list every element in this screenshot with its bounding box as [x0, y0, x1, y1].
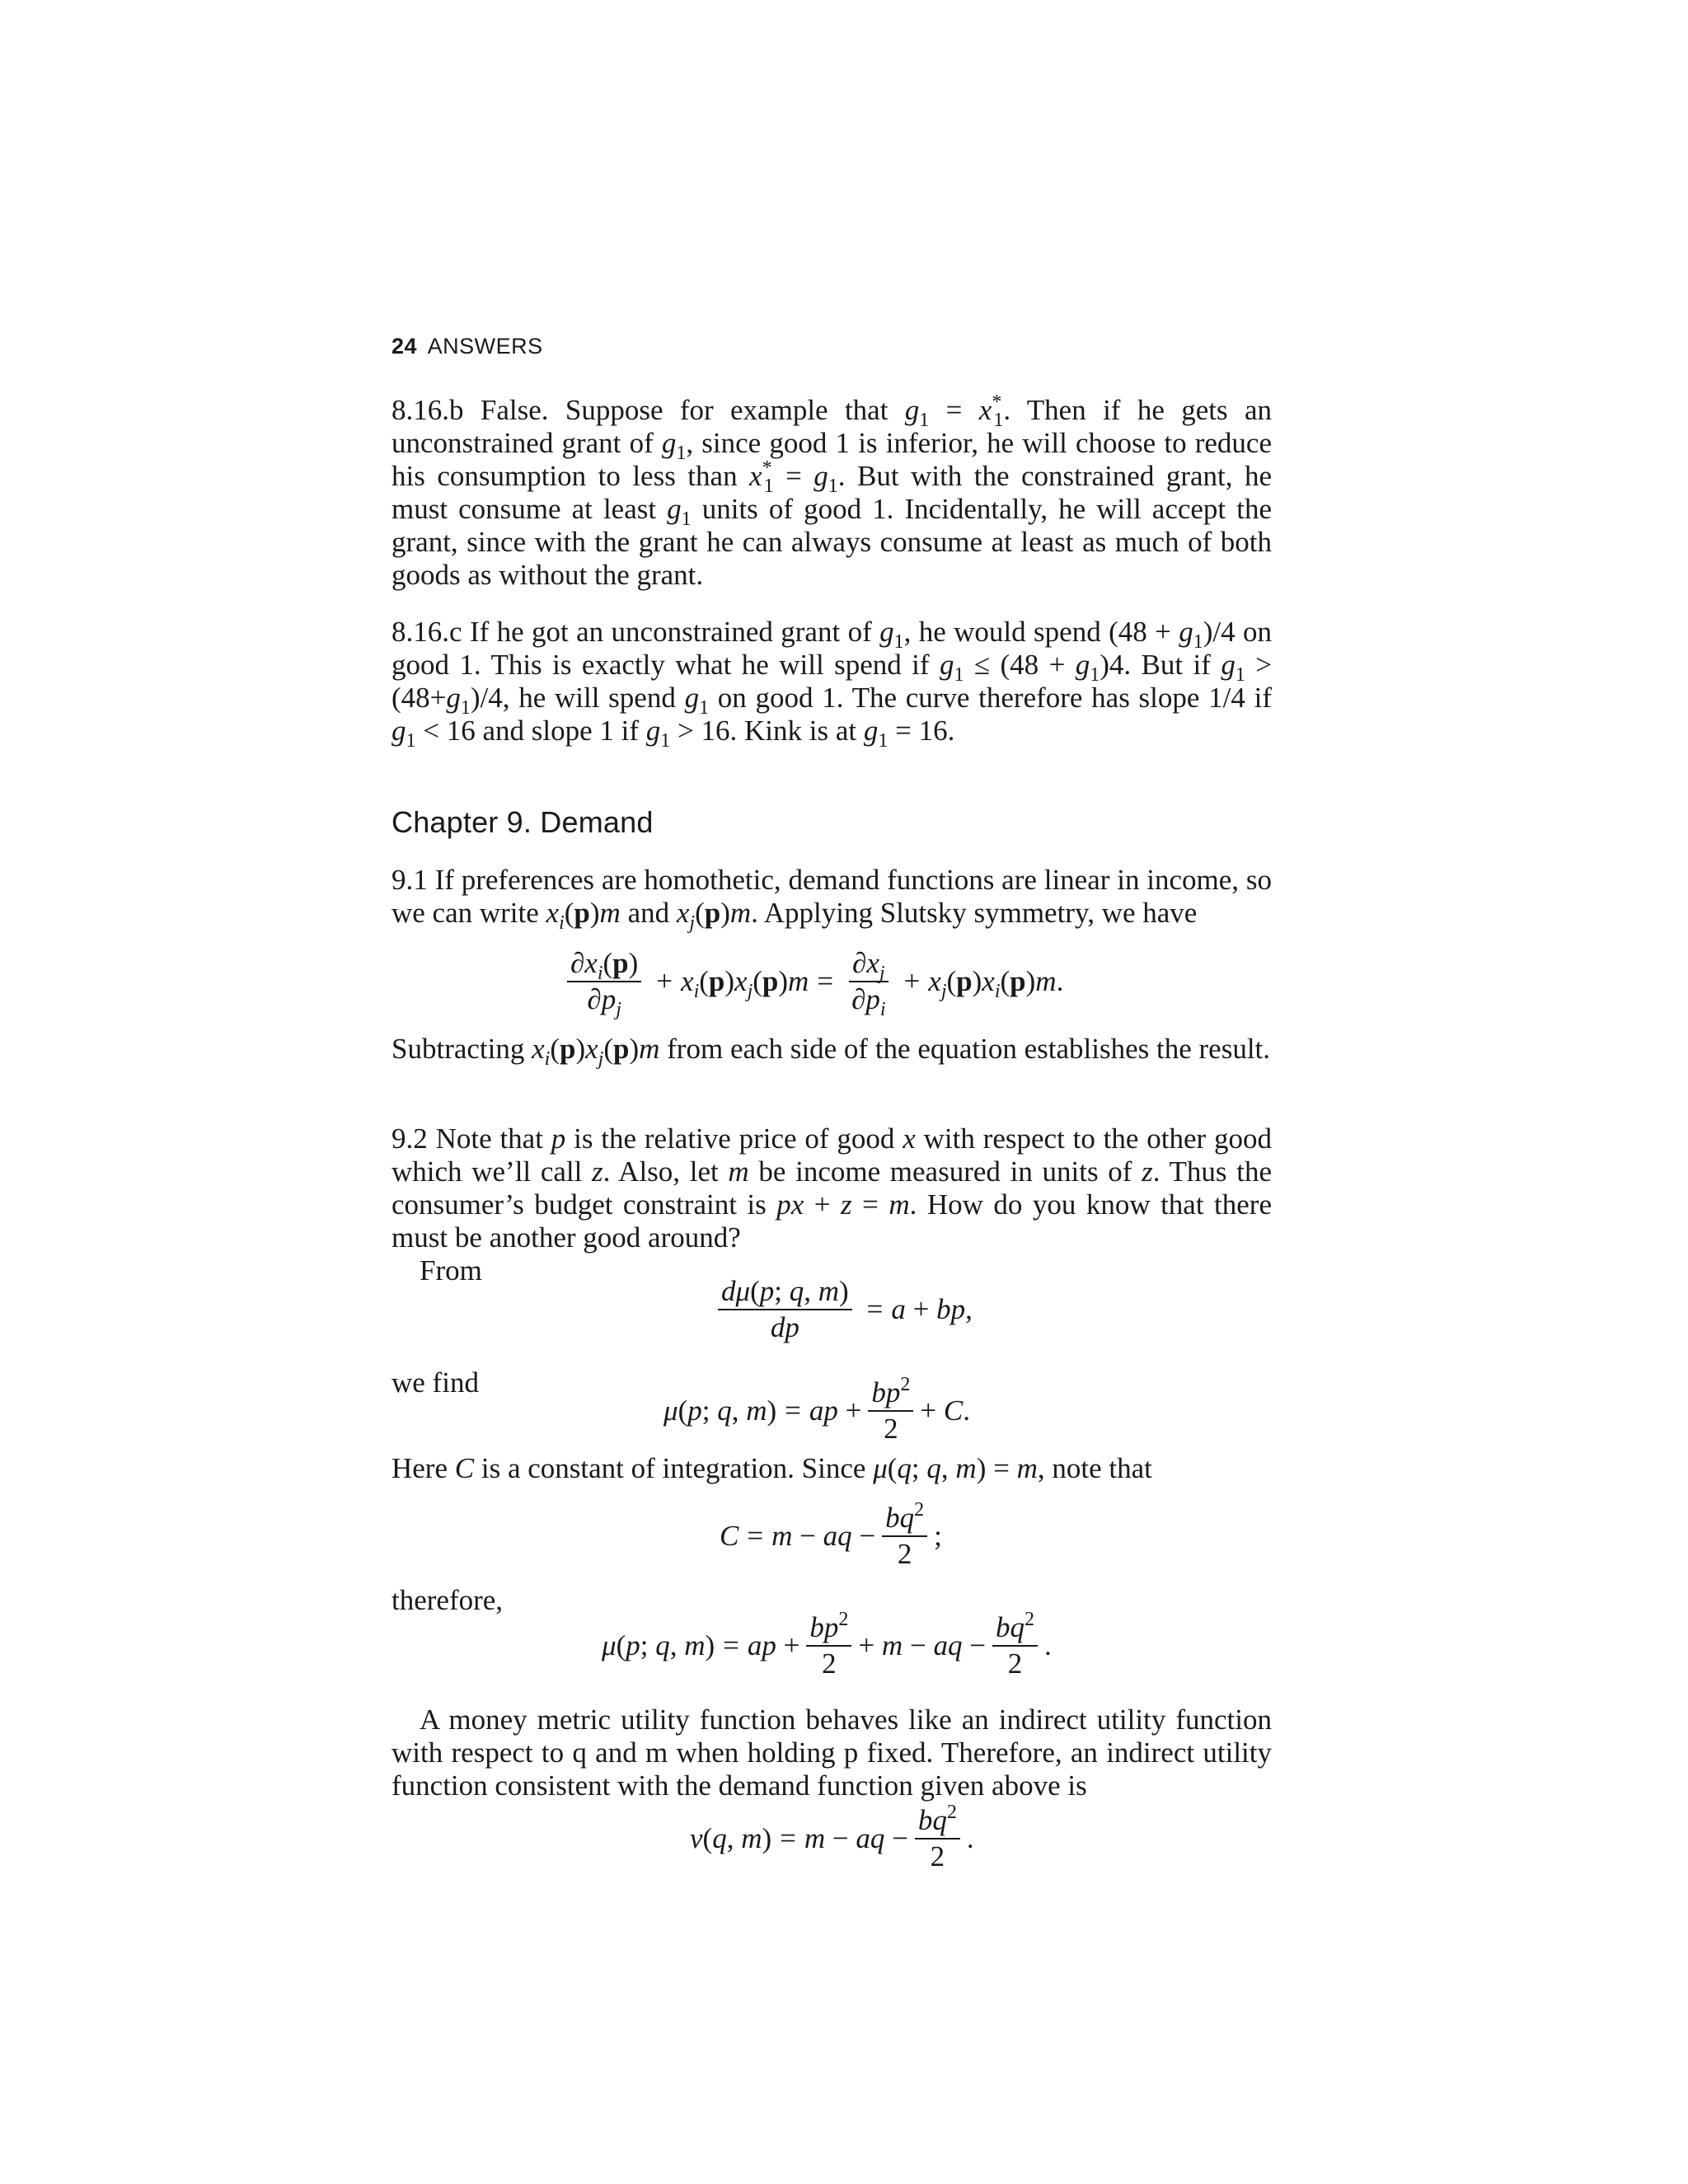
equation-mu: μ(p; q, m) = ap + $\frac{bp^2}{2}$ + C.	[663, 1374, 971, 1445]
from-label: From	[420, 1254, 482, 1286]
we-find-label: we find	[392, 1366, 479, 1399]
equation-mu-full: μ(p; q, m) = ap + $\frac{bp^2}{2}$ + m − aq − $\frac{bq^2}{2}$ .	[602, 1609, 1052, 1680]
chapter-heading: Chapter 9. Demand	[392, 805, 654, 839]
answer-9-1: 9.1 If preferences are homothetic, demand functions are linear in income, so we can write $x_i(p)m$ and $x_j(p)m$. Applying Slutsky symmetry, we have	[392, 864, 1273, 934]
answer-8-16-c: 8.16.c If he got an unconstrained grant of $g_1$, he would spend $(48 + g_1)/4$ on good 1. This is exactly what he will spend if $g_1 \le (48 + g_1)4$. But if $g_1 > (48+g_1)/4$, he will spend $g_1$ on good 1. The curve therefore has slope 1/4 if $g_1 < 16$ and slope 1 if $g_1 > 16$. Kink is at $g_1 = 16$.	[392, 616, 1272, 752]
equation-slutsky: $\frac{\partial x_i(p)}{\partial p_j}$ + $x_i(p)x_j(p)m$ = $\frac{\partial x_j}{\partial p_i}$ + $x_j(p)x_i(p)m$.	[560, 948, 1063, 1015]
equation-dmu: $\frac{d\mu(p; q, m)}{dp}$ = a + bp,	[711, 1276, 973, 1343]
equation-c: C = m − aq − $\frac{bq^2}{2}$ ;	[720, 1499, 942, 1570]
closing-paragraph: A money metric utility function behaves like an indirect utility function with respect to q and m when holding p fixed. Therefore, an indirect utility function consistent with the demand function given above is	[392, 1704, 1272, 1802]
answer-9-2: 9.2 Note that p is the relative price of good x with respect to the other good which we’ll call z. Also, let m be income measured in units of z. Thus the consumer’s budget constraint is px + z = m. How do you know that there must be another good around?	[392, 1122, 1273, 1254]
constant-sentence: Here C is a constant of integration. Since μ(q; q, m) = m, note that	[392, 1452, 1152, 1484]
page-number: 24	[392, 334, 418, 359]
answer-8-16-b: 8.16.b False. Suppose for example that $g_1 = x^*_1$. Then if he gets an unconstrained grant of $g_1$, since good 1 is inferior, he will choose to reduce his consumption to less than $x^*_1 = g_1$. But with the constrained grant, he must consume at least $g_1$ units of good 1. Incidentally, he will accept the grant, since with the grant he can always consume at least as much of both goods as without the grant.	[392, 391, 1272, 591]
equation-indirect-utility: v(q, m) = m − aq − $\frac{bq^2}{2}$ .	[690, 1802, 974, 1872]
therefore-label: therefore,	[392, 1584, 504, 1616]
answer-9-1-conclusion: Subtracting $x_i(p)x_j(p)m$ from each side of the equation establishes the result.	[392, 1033, 1271, 1070]
running-head	[392, 330, 543, 363]
section-title: ANSWERS	[427, 334, 543, 359]
